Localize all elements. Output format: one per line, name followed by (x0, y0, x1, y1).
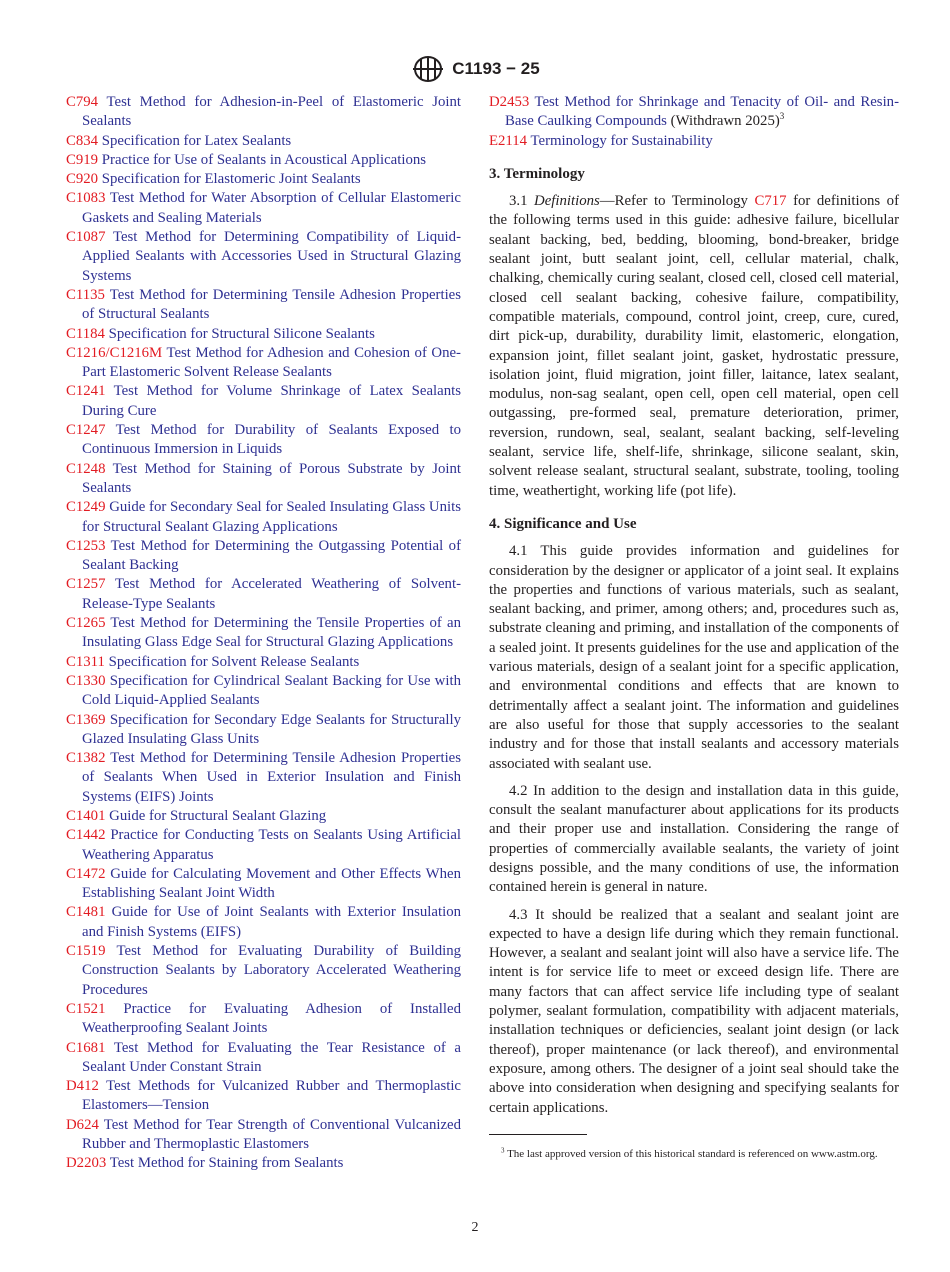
reference-entry (66, 1077, 461, 1116)
paragraph-4-1: 4.1 This guide provides information and guidelines for consideration by the designer or applicator of a joint seal. It explains the properties and functions of various materials, such as sealant, sealant backing, and primer, among others; and, procedures such as, substrate cleaning and priming, and installation of the components of a sealed joint. It presents guidelines for the use and application of the various materials, design of a sealant joint for a specific application, and environmental conditions and effects that are known to detrimentally affect a sealant joint. The information and guidelines are also useful for those that supply accessories to the sealant industry and for those that install sealants and accessory materials associated with sealant use. (489, 543, 899, 772)
reference-entry (66, 421, 461, 460)
reference-title-link[interactable]: Specification for Latex Sealants (101, 132, 292, 149)
reference-code-link[interactable]: C1257 (66, 576, 106, 593)
reference-code-link[interactable]: C1265 (66, 615, 106, 632)
reference-title-link[interactable]: Test Method for Tear Strength of Conventional Vulcanized Rubber and Thermoplastic Elastomers (82, 1116, 461, 1153)
reference-title-link[interactable]: Test Method for Staining from Sealants (109, 1155, 344, 1172)
page-number: 2 (471, 1220, 479, 1235)
reference-title-link[interactable]: Test Method for Shrinkage and Tenacity of Oil- and Resin-Base Caulking Compounds (505, 94, 900, 130)
reference-entry (66, 93, 461, 132)
reference-entry (66, 1116, 461, 1155)
right-column (489, 93, 899, 1162)
reference-title-link[interactable]: Guide for Calculating Movement and Other Effects When Establishing Sealant Joint Width (82, 865, 461, 902)
reference-title-link[interactable]: Test Method for Adhesion-in-Peel of Elastomeric Joint Sealants (82, 94, 462, 130)
reference-entry (66, 903, 461, 942)
footnote-mark: 3 (501, 1146, 505, 1155)
reference-code-link[interactable]: C1184 (66, 325, 105, 342)
reference-code-link[interactable]: D2453 (489, 94, 530, 110)
standard-designation: C1193 − 25 (452, 59, 540, 78)
section-heading-significance: 4. Significance and Use (489, 515, 637, 532)
reference-code-link[interactable]: C919 (66, 151, 99, 168)
reference-code-link[interactable]: C1311 (66, 653, 105, 670)
reference-code-link[interactable]: D624 (66, 1116, 99, 1133)
reference-title-link[interactable]: Terminology for Sustainability (530, 132, 713, 149)
reference-entry (66, 749, 461, 807)
definitions-label: Definitions (534, 193, 600, 210)
reference-entry (66, 286, 461, 325)
reference-title-link[interactable]: Test Method for Accelerated Weathering of Solvent-Release-Type Sealants (82, 576, 461, 612)
reference-entry (66, 170, 461, 189)
reference-title-link[interactable]: Test Method for Volume Shrinkage of Latex Sealants During Cure (82, 383, 461, 419)
footnote-text: The last approved version of this historical standard is referenced on www.astm.org. (507, 1147, 878, 1160)
reference-title-link[interactable]: Test Methods for Vulcanized Rubber and Thermoplastic Elastomers—Tension (82, 1078, 461, 1114)
reference-entry (66, 942, 461, 1000)
reference-entry (66, 382, 461, 421)
footnote-reference[interactable]: 3 (779, 111, 785, 122)
reference-code-link[interactable]: C1401 (66, 807, 106, 824)
reference-code-link[interactable]: C1135 (66, 286, 105, 303)
reference-entry (66, 228, 461, 286)
reference-code-link[interactable]: C1083 (66, 190, 106, 207)
reference-code-link[interactable]: D2203 (66, 1155, 107, 1172)
reference-code-link[interactable]: C1369 (66, 711, 106, 728)
reference-code-link[interactable]: C834 (66, 132, 99, 149)
paragraph-3-1 (489, 192, 899, 501)
reference-entry (66, 672, 461, 711)
reference-code-link[interactable]: C1087 (66, 229, 106, 246)
reference-code-link[interactable]: C1253 (66, 537, 106, 554)
reference-code-link[interactable]: C1216/C1216M (66, 344, 163, 361)
reference-entry (66, 826, 461, 865)
reference-code-link[interactable]: C1681 (66, 1039, 106, 1056)
reference-title-link[interactable]: Practice for Use of Sealants in Acoustical Applications (101, 151, 426, 168)
reference-entry (66, 132, 461, 151)
paragraph-text: for definitions of the following terms used in this guide: adhesive failure, bicellular sealant backing, bed, bedding, blooming, bond-breaker, bridge sealant joint, butt sealant joint, cell, cellular material, chalk, chalking, chemically curing sealant, closed cell, closed cell material, closed cell sealant backing, cohesive failure, compatibility, compatible materials, compound, control joint, creep, cure, cured, dirt pick-up, durability, durability limit, elastomeric, elongation, expansion joint, fillet sealant joint, gasket, hydrostatic pressure, isolation joint, fluid migration, joint filler, laitance, latex sealant, modulus, non-sag sealant, open cell, open cell material, open cell outgassing, pre-formed seal, premature deterioration, primer, reversion, rundown, seal, sealant, sealant backing, self-leveling sealant, service life, shelf-life, shrinkage, silicone sealant, skin, solvent release sealant, structural sealant, substrate, tooling, tooling time, weathertight, working life (pot life). (489, 193, 899, 499)
reference-entry (66, 460, 461, 499)
reference-entry (66, 807, 461, 826)
paragraph-text: —Refer to Terminology (599, 193, 755, 210)
astm-logo-icon (410, 55, 446, 83)
referenced-documents-list (66, 93, 461, 1174)
reference-title-link[interactable]: Specification for Secondary Edge Sealants for Structurally Glazed Insulating Glass Units (82, 711, 461, 747)
reference-entry (66, 653, 461, 672)
page-header (0, 54, 950, 84)
referenced-documents-list-continued (489, 93, 899, 151)
reference-title-link[interactable]: Test Method for Determining Tensile Adhesion Properties of Sealants When Used in Exterior Insulation and Finish Systems (EIFS) Joints (82, 750, 462, 805)
reference-title-link[interactable]: Specification for Cylindrical Sealant Backing for Use with Cold Liquid-Applied Sealants (82, 672, 461, 709)
reference-entry (66, 344, 461, 383)
reference-title-link[interactable]: Test Method for Adhesion and Cohesion of One-Part Elastomeric Solvent Release Sealants (82, 344, 461, 381)
reference-title-link[interactable]: Test Method for Determining Tensile Adhesion Properties of Structural Sealants (82, 286, 462, 323)
reference-entry (66, 711, 461, 750)
reference-code-link[interactable]: C794 (66, 94, 99, 110)
reference-code-link[interactable]: C1248 (66, 460, 106, 477)
reference-code-link[interactable]: C1330 (66, 672, 106, 689)
reference-title-link[interactable]: Test Method for Staining of Porous Substrate by Joint Sealants (82, 460, 461, 496)
reference-title-link[interactable]: Test Method for Water Absorption of Cellular Elastomeric Gaskets and Sealing Materials (82, 190, 461, 226)
reference-link-c717[interactable]: C717 (754, 193, 787, 210)
footnote (489, 1147, 899, 1162)
reference-code-link[interactable]: D412 (66, 1078, 99, 1095)
reference-title-link[interactable]: Practice for Conducting Tests on Sealants Using Artificial Weathering Apparatus (82, 827, 462, 863)
reference-code-link[interactable]: C1241 (66, 383, 106, 400)
reference-code-link[interactable]: C1247 (66, 422, 106, 439)
reference-title-link[interactable]: Specification for Structural Silicone Sealants (108, 325, 375, 342)
reference-title-link[interactable]: Test Method for Determining the Outgassing Potential of Sealant Backing (82, 537, 461, 574)
reference-entry (66, 865, 461, 904)
reference-code-link[interactable]: C1249 (66, 499, 106, 516)
reference-note: (Withdrawn 2025) (666, 113, 780, 130)
paragraph-4-3: 4.3 It should be realized that a sealant and sealant joint are expected to have a design life during which they remain functional. However, a sealant and sealant joint will also have a service life. The intent is for service life to meet or exceed design life. There are many factors that can affect service life including type of sealant polymer, sealant formulation, compatibility with adjacent materials, installation techniques or deficiencies, sealant joint design (or lack thereof), proper maintenance (or lack thereof), and environmental exposure, among others. The designer of a joint seal should take the above into consideration when designing and specifying sealants for certain applications. (489, 906, 899, 1116)
reference-code-link[interactable]: C1442 (66, 827, 106, 844)
reference-entry (66, 614, 461, 653)
reference-code-link[interactable]: C1519 (66, 943, 106, 960)
reference-title-link[interactable]: Guide for Secondary Seal for Sealed Insulating Glass Units for Structural Sealant Glazing Applications (82, 499, 462, 535)
reference-entry (66, 1154, 461, 1173)
reference-entry (489, 132, 899, 151)
reference-code-link[interactable]: C1521 (66, 1000, 106, 1017)
reference-entry (66, 189, 461, 228)
reference-entry (66, 575, 461, 614)
reference-title-link[interactable]: Specification for Solvent Release Sealants (108, 653, 360, 670)
reference-title-link[interactable]: Test Method for Evaluating Durability of Building Construction Sealants by Laboratory Accelerated Weathering Procedures (82, 943, 462, 998)
reference-entry (66, 1039, 461, 1078)
reference-entry (489, 93, 899, 132)
reference-entry (66, 498, 461, 537)
reference-entry (66, 537, 461, 576)
reference-title-link[interactable]: Test Method for Determining Compatibility of Liquid-Applied Sealants with Accessories Used in Structural Glazing Systems (82, 229, 461, 284)
reference-title-link[interactable]: Specification for Elastomeric Joint Sealants (101, 171, 361, 188)
paragraph-number: 3.1 (509, 193, 535, 210)
section-heading-terminology: 3. Terminology (489, 165, 585, 182)
reference-title-link[interactable]: Test Method for Determining the Tensile Properties of an Insulating Glass Edge Seal for Structural Glazing Applications (82, 615, 461, 651)
reference-code-link[interactable]: C920 (66, 171, 99, 188)
reference-code-link[interactable]: C1481 (66, 904, 106, 921)
reference-title-link[interactable]: Guide for Use of Joint Sealants with Exterior Insulation and Finish Systems (EIFS) (82, 904, 462, 940)
reference-code-link[interactable]: C1382 (66, 750, 106, 767)
reference-title-link[interactable]: Test Method for Evaluating the Tear Resistance of a Sealant Under Constant Strain (82, 1039, 461, 1075)
reference-code-link[interactable]: C1472 (66, 865, 106, 882)
reference-entry (66, 325, 461, 344)
reference-entry (66, 1000, 461, 1039)
reference-title-link[interactable]: Test Method for Durability of Sealants Exposed to Continuous Immersion in Liquids (82, 422, 462, 458)
reference-entry (66, 151, 461, 170)
paragraph-4-2: 4.2 In addition to the design and installation data in this guide, consult the sealant manufacturer about applications for its products and their proper use and installation. Considering the range of properties of commercially available sealants, the variety of joint designs possible, and the many conditions of use, the information contained herein is general in nature. (489, 782, 899, 896)
reference-title-link[interactable]: Guide for Structural Sealant Glazing (109, 807, 327, 824)
footnote-divider (489, 1134, 587, 1135)
reference-code-link[interactable]: E2114 (489, 132, 528, 149)
left-column (66, 93, 461, 1174)
reference-title-link[interactable]: Practice for Evaluating Adhesion of Installed Weatherproofing Sealant Joints (82, 1000, 461, 1037)
